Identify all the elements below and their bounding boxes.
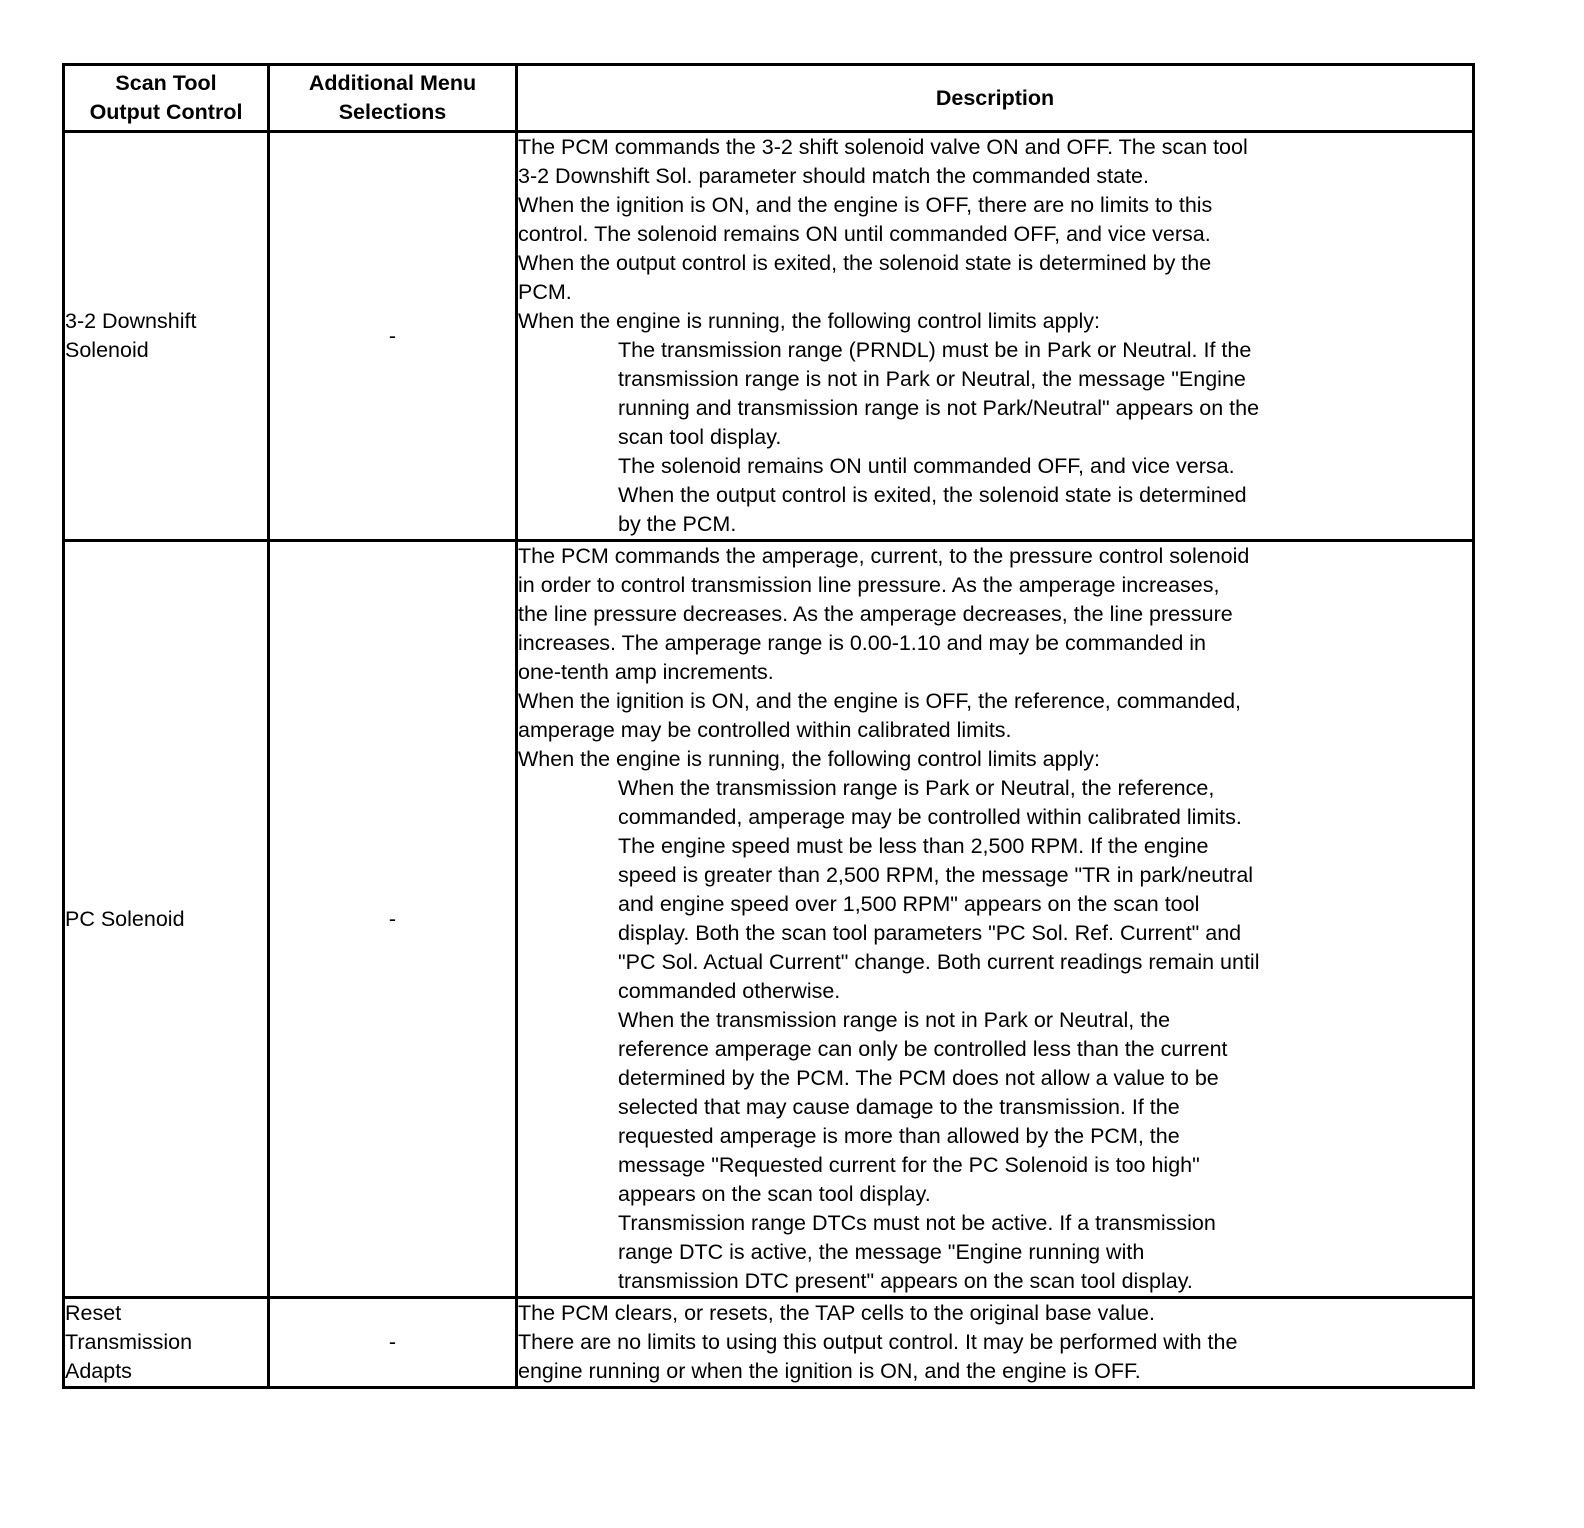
description-line: When the engine is running, the following control limits apply: — [518, 747, 1101, 771]
output-control-line: Reset — [65, 1301, 122, 1325]
description-line: reference amperage can only be controlled less than the current — [618, 1037, 1228, 1061]
header-row — [64, 65, 1474, 132]
description-line: in order to control transmission line pressure. As the amperage increases, — [518, 573, 1220, 597]
header-line: Additional Menu — [308, 71, 477, 95]
description-line: and engine speed over 1,500 RPM" appears on the scan tool — [618, 892, 1200, 916]
table-row — [64, 132, 1474, 541]
description-line: When the transmission range is Park or Neutral, the reference, — [618, 776, 1215, 800]
output-control-line: Solenoid — [65, 338, 149, 362]
output-control-line: PC Solenoid — [65, 906, 185, 931]
description-line: display. Both the scan tool parameters "PC Sol. Ref. Current" and — [618, 921, 1242, 945]
description-line: When the ignition is ON, and the engine is OFF, the reference, commanded, — [518, 689, 1242, 713]
description-line: When the ignition is ON, and the engine is OFF, there are no limits to this — [518, 193, 1213, 217]
header-line: Description — [935, 85, 1055, 110]
header-line: Scan Tool — [115, 71, 217, 95]
output-control-cell — [64, 541, 269, 1298]
description-line: by the PCM. — [618, 512, 737, 536]
description-line: The engine speed must be less than 2,500 RPM. If the engine — [618, 834, 1209, 858]
header-additional-menu-selections — [269, 65, 517, 132]
output-control-line: Transmission — [65, 1330, 193, 1354]
description-line: speed is greater than 2,500 RPM, the message "TR in park/neutral — [618, 863, 1254, 887]
menu-selection-cell: - — [269, 1298, 517, 1388]
menu-selection-cell: - — [269, 541, 517, 1298]
description-line: commanded otherwise. — [618, 979, 841, 1003]
description-line: amperage may be controlled within calibrated limits. — [518, 718, 1012, 742]
description-line: When the engine is running, the following control limits apply: — [518, 309, 1101, 333]
description-line: increases. The amperage range is 0.00-1.10 and may be commanded in — [518, 631, 1207, 655]
output-control-line: 3-2 Downshift — [65, 309, 197, 333]
header-line: Output Control — [89, 100, 243, 124]
description-line: the line pressure decreases. As the amperage decreases, the line pressure — [518, 602, 1233, 626]
description-line: message "Requested current for the PC Solenoid is too high" — [618, 1153, 1200, 1177]
description-line: requested amperage is more than allowed by the PCM, the — [618, 1124, 1180, 1148]
description-line: The solenoid remains ON until commanded OFF, and vice versa. — [618, 454, 1235, 478]
description-line: "PC Sol. Actual Current" change. Both current readings remain until — [618, 950, 1260, 974]
description-line: engine running or when the ignition is ON, and the engine is OFF. — [518, 1359, 1141, 1383]
description-line: When the output control is exited, the solenoid state is determined — [618, 483, 1247, 507]
table-row — [64, 1298, 1474, 1388]
description-line: running and transmission range is not Park/Neutral" appears on the — [618, 396, 1260, 420]
description-line: commanded, amperage may be controlled within calibrated limits. — [618, 805, 1242, 829]
description-line: appears on the scan tool display. — [618, 1182, 931, 1206]
description-line: scan tool display. — [618, 425, 782, 449]
description-line: transmission range is not in Park or Neutral, the message "Engine — [618, 367, 1246, 391]
description-line: Transmission range DTCs must not be active. If a transmission — [618, 1211, 1216, 1235]
description-line: The PCM commands the amperage, current, to the pressure control solenoid — [518, 544, 1250, 568]
description-cell — [517, 541, 1474, 1298]
menu-selection-cell: - — [269, 132, 517, 541]
description-cell — [517, 1298, 1474, 1388]
header-scan-tool-output-control — [64, 65, 269, 132]
description-line: one-tenth amp increments. — [518, 660, 774, 684]
description-line: range DTC is active, the message "Engine running with — [618, 1240, 1145, 1264]
description-line: When the transmission range is not in Park or Neutral, the — [618, 1008, 1171, 1032]
table-row — [64, 541, 1474, 1298]
output-control-cell — [64, 132, 269, 541]
output-control-line: Adapts — [65, 1359, 132, 1383]
description-line: 3-2 Downshift Sol. parameter should match the commanded state. — [518, 164, 1149, 188]
output-control-cell — [64, 1298, 269, 1388]
table-body — [64, 132, 1474, 1388]
description-line: PCM. — [518, 280, 572, 304]
description-line: There are no limits to using this output control. It may be performed with the — [518, 1330, 1238, 1354]
description-line: The transmission range (PRNDL) must be in Park or Neutral. If the — [618, 338, 1252, 362]
description-cell — [517, 132, 1474, 541]
description-line: The PCM commands the 3-2 shift solenoid valve ON and OFF. The scan tool — [518, 135, 1248, 159]
description-line: control. The solenoid remains ON until commanded OFF, and vice versa. — [518, 222, 1211, 246]
output-control-table — [62, 63, 1475, 1389]
description-line: When the output control is exited, the solenoid state is determined by the — [518, 251, 1212, 275]
description-line: transmission DTC present" appears on the scan tool display. — [618, 1269, 1193, 1293]
description-line: selected that may cause damage to the transmission. If the — [618, 1095, 1180, 1119]
header-line: Selections — [338, 100, 447, 124]
description-line: The PCM clears, or resets, the TAP cells to the original base value. — [518, 1301, 1155, 1325]
header-description — [517, 65, 1474, 132]
description-line: determined by the PCM. The PCM does not allow a value to be — [618, 1066, 1219, 1090]
